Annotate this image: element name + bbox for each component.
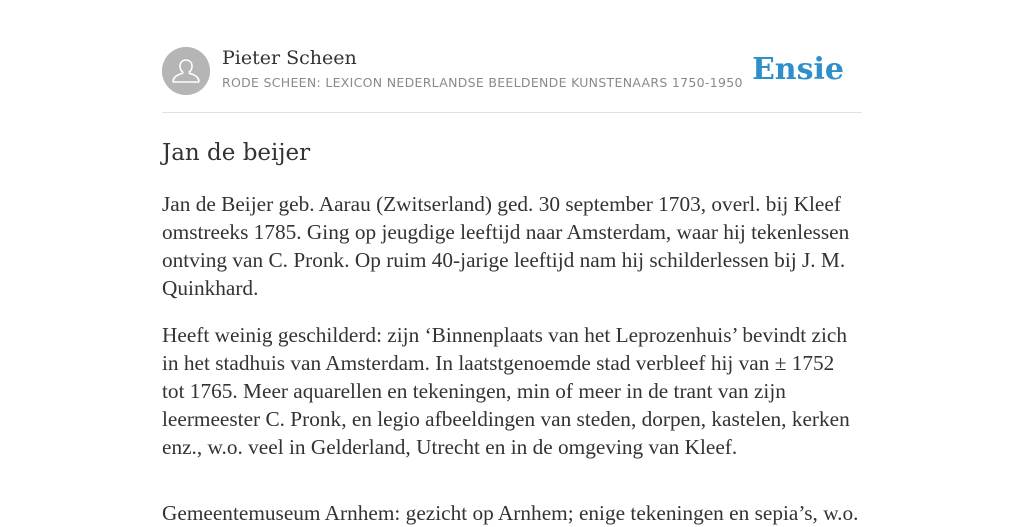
ensie-logo[interactable]: Ensie <box>751 52 844 87</box>
article-title: Jan de beijer <box>162 140 311 166</box>
author-name[interactable]: Pieter Scheen <box>222 47 357 69</box>
article-page <box>162 0 862 527</box>
article-paragraph: Heeft weinig geschilderd: zijn ‘Binnenplaats van het Leprozenhuis’ bevindt zich in het stadhuis van Amsterdam. In laatstgenoemde stad verbleef hij van ± 1752 tot 1765. Meer aquarellen en tekeningen, min of meer in de trant van zijn leermeester C. Pronk, en legio afbeeldingen van steden, dorpen, kastelen, kerken enz., w.o. veel in Gelderland, Utrecht en in de omgeving van Kleef. <box>162 323 850 459</box>
author-header <box>162 0 862 113</box>
article-paragraph: Gemeentemuseum Arnhem: gezicht op Arnhem; enige tekeningen en sepia’s, w.o. <box>162 501 859 525</box>
user-silhouette-icon[interactable] <box>162 47 210 95</box>
source-name[interactable]: RODE SCHEEN: LEXICON NEDERLANDSE BEELDENDE KUNSTENAARS 1750-1950 <box>222 75 743 90</box>
article-body <box>162 190 862 527</box>
article-paragraph: Jan de Beijer geb. Aarau (Zwitserland) ged. 30 september 1703, overl. bij Kleef omstreeks 1785. Ging op jeugdige leeftijd naar Amsterdam, waar hij tekenlessen ontving van C. Pronk. Op ruim 40-jarige leeftijd nam hij schilderlessen bij J. M. Quinkhard. <box>162 192 850 300</box>
